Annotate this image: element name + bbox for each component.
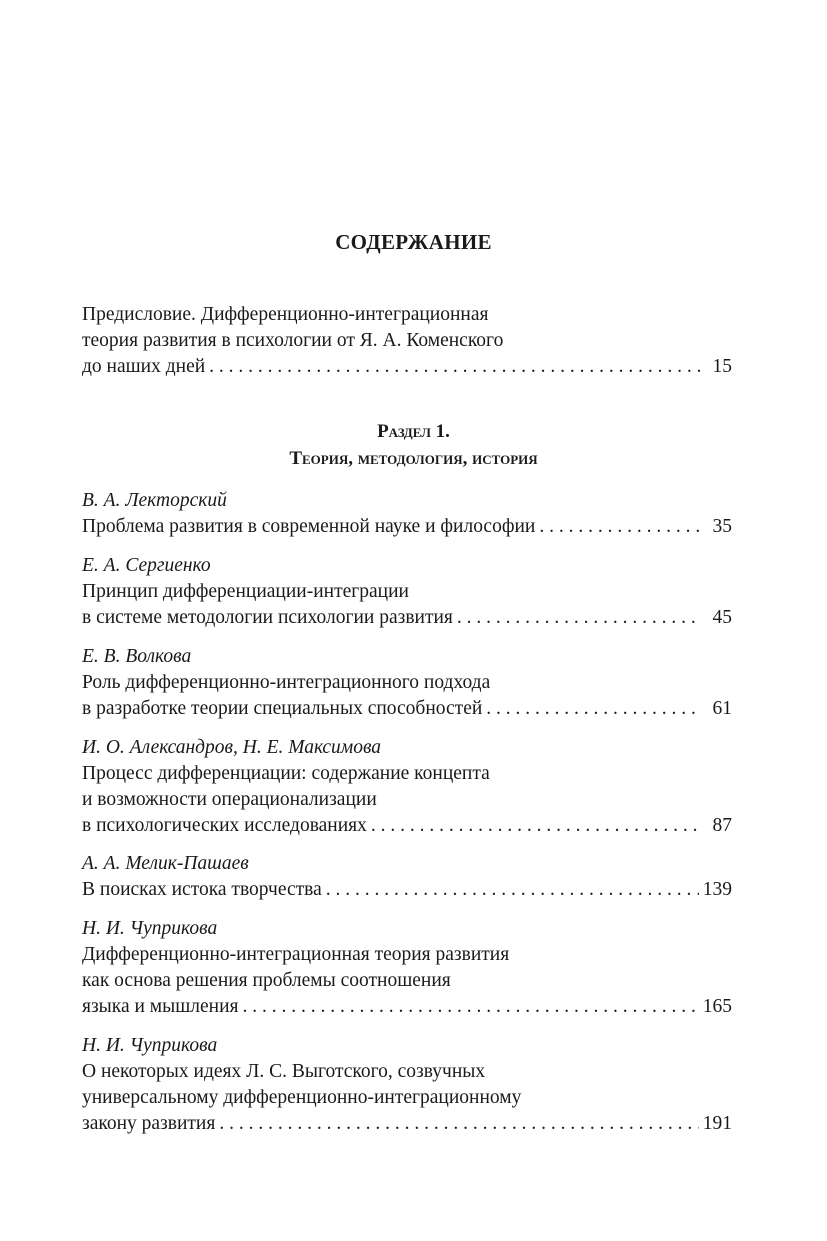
entry-title-line: и возможности операционализации bbox=[82, 789, 377, 810]
toc-entry[interactable] bbox=[82, 851, 732, 903]
entry-title-line: Предисловие. Дифференционно-интеграционная bbox=[82, 304, 489, 325]
toc-entry[interactable] bbox=[82, 644, 732, 722]
entry-title-line: Процесс дифференциации: содержание концепта bbox=[82, 763, 490, 784]
entry-title-line: языка и мышления bbox=[82, 996, 239, 1017]
page-number: 87 bbox=[712, 815, 732, 836]
dot-leader bbox=[209, 354, 700, 380]
page-number: 191 bbox=[702, 1113, 732, 1134]
page-number: 35 bbox=[712, 516, 732, 537]
entry-title-line: в разработке теории специальных способностей bbox=[82, 698, 483, 719]
section-label: Раздел 1. bbox=[377, 421, 450, 442]
toc-entry[interactable] bbox=[82, 916, 732, 1020]
toc-entry[interactable] bbox=[82, 1033, 732, 1137]
entry-title-line: до наших дней bbox=[82, 356, 206, 377]
entry-title-line: Принцип дифференциации-интеграции bbox=[82, 581, 409, 602]
entry-author: Н. И. Чуприкова bbox=[82, 1035, 218, 1056]
entry-author: И. О. Александров, Н. Е. Максимова bbox=[82, 737, 382, 758]
toc-entry[interactable] bbox=[82, 488, 732, 540]
entry-title-line: теория развития в психологии от Я. А. Коменского bbox=[82, 330, 504, 351]
entry-author: Н. И. Чуприкова bbox=[82, 918, 218, 939]
toc-entry[interactable] bbox=[82, 553, 732, 631]
entry-title-line: В поисках истока творчества bbox=[82, 879, 322, 900]
toc-entry[interactable] bbox=[82, 735, 732, 839]
page-number: 45 bbox=[712, 607, 732, 628]
dot-leader bbox=[486, 696, 700, 722]
dot-leader bbox=[242, 994, 698, 1020]
dot-leader bbox=[539, 514, 700, 540]
dot-leader bbox=[326, 877, 699, 903]
entry-title-line: Роль дифференционно-интеграционного подхода bbox=[82, 672, 491, 693]
page-title: СОДЕРЖАНИЕ bbox=[335, 230, 492, 254]
entry-title-line: в психологических исследованиях bbox=[82, 815, 367, 836]
page-number: 61 bbox=[712, 698, 732, 719]
toc-entry-preface[interactable] bbox=[82, 302, 732, 380]
entry-title-line: Проблема развития в современной науке и философии bbox=[82, 516, 536, 537]
entry-author: Е. А. Сергиенко bbox=[82, 555, 211, 576]
entry-author: Е. В. Волкова bbox=[82, 646, 192, 667]
entry-title-line: в системе методологии психологии развития bbox=[82, 607, 453, 628]
page-number: 15 bbox=[712, 356, 732, 377]
section-subtitle: Теория, методология, история bbox=[289, 448, 538, 469]
entry-title-line: закону развития bbox=[82, 1113, 216, 1134]
dot-leader bbox=[219, 1111, 698, 1137]
entry-title-line: как основа решения проблемы соотношения bbox=[82, 970, 451, 991]
page-number: 165 bbox=[702, 996, 732, 1017]
dot-leader bbox=[371, 813, 700, 839]
entry-author: В. А. Лекторский bbox=[82, 490, 227, 511]
section-heading bbox=[0, 418, 827, 472]
entry-title-line: Дифференционно-интеграционная теория развития bbox=[82, 944, 510, 965]
entry-author: А. А. Мелик-Пашаев bbox=[82, 853, 249, 874]
page-number: 139 bbox=[702, 879, 732, 900]
dot-leader bbox=[457, 605, 700, 631]
entry-title-line: О некоторых идеях Л. С. Выготского, созвучных bbox=[82, 1061, 486, 1082]
entry-title-line: универсальному дифференционно-интеграционному bbox=[82, 1087, 522, 1108]
